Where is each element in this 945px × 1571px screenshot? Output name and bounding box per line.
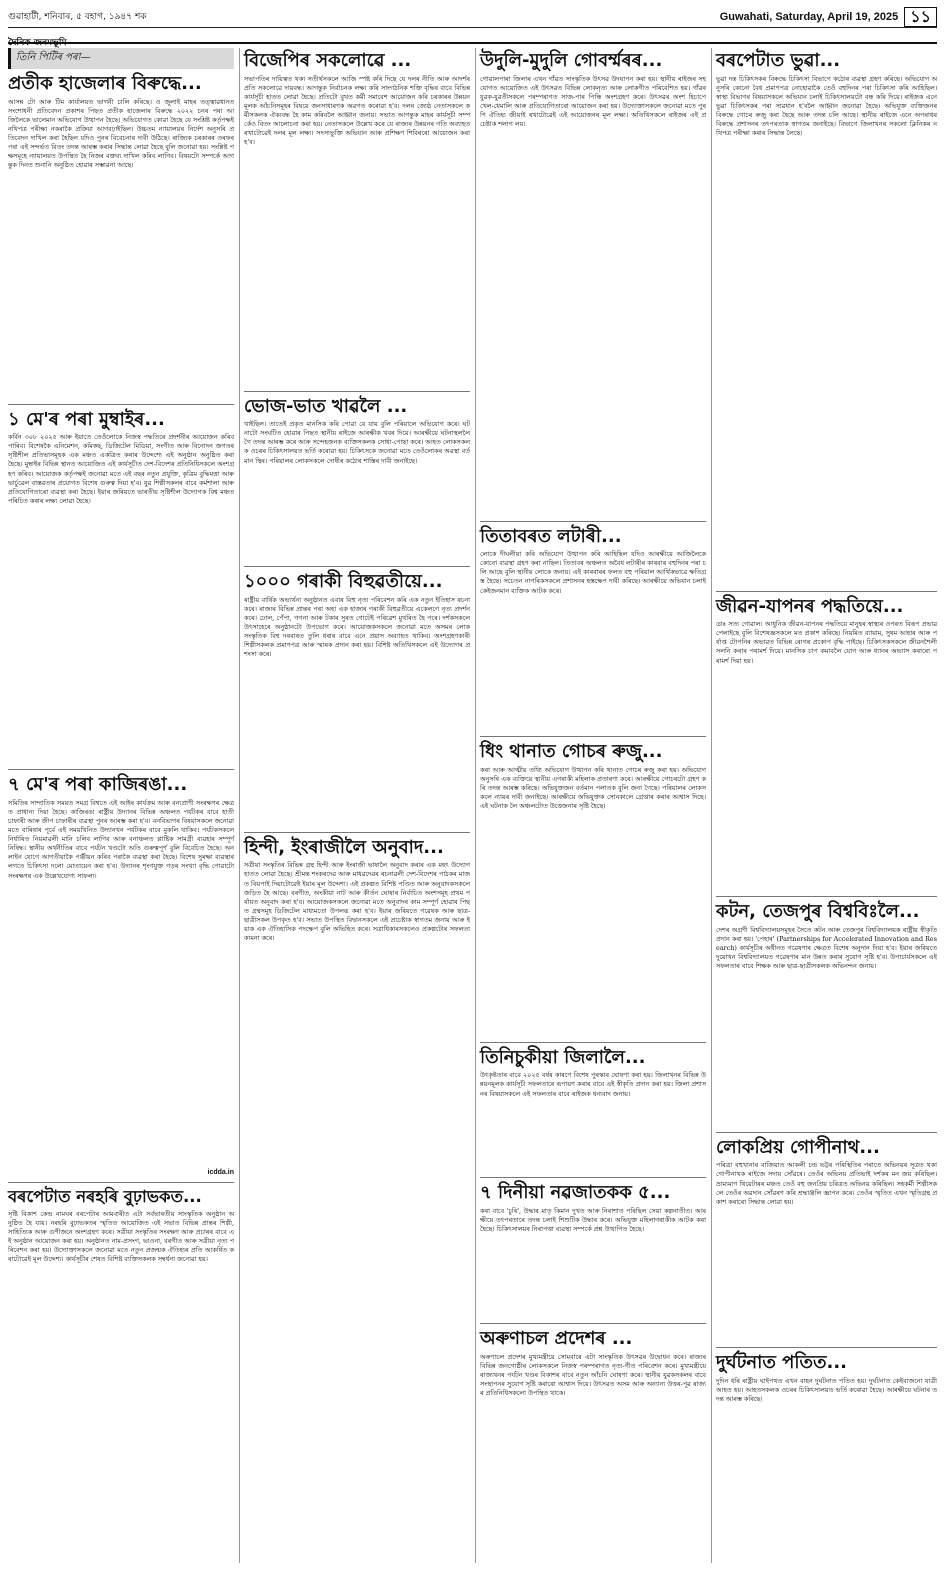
article-headline: অৰুণাচল প্ৰদেশৰ ... [480,1327,633,1349]
article-uduli-muduli [480,50,709,515]
column-divider [475,48,476,1563]
article-body: অৰুণাচল প্ৰদেশৰ মুখ্যমন্ত্ৰীয়ে সোমবাৰে এটা সাংস্কৃতিক উৎসৱৰ উদ্বোধন কৰে। ৰাজ্যৰ বিভিন্ন জনগোষ্ঠীৰ লোকসকলে নিজস্ব পৰম্পৰাগত নৃত্য-গীত পৰিবেশন কৰে। মুখ্যমন্ত্ৰীয়ে ৰাজ্যখনৰ পৰ্যটন খণ্ডৰ বিকাশৰ বাবে নতুন আঁচনি ঘোষণা কৰে। স্থানীয় যুৱকসকলৰ বাবে সংস্থাপনৰ সুযোগ সৃষ্টি কৰাৰো আশ্বাস দিয়ে। উৎসৱত অসম আৰু অন্যান্য উত্তৰ-পূৱ ৰাজ্যৰ প্ৰতিনিধিসকলো উপস্থিত থাকে। [480,1352,709,1397]
article-cotton-tezpur [716,901,940,1126]
article-headline: ৭ মে'ৰ পৰা কাজিৰঙা... [8,774,188,796]
article-body: উৎকৃষ্টতাৰ বাবে ২০২৫ বৰ্ষৰ কাৰণে বিশেষ পুৰস্কাৰ ঘোষণা কৰা হয়। জিলাখনৰ বিভিন্ন উন্নয়নমূলক কাৰ্যসূচী সফলতাৰে ৰূপায়ণ কৰাৰ বাবে এই স্বীকৃতি প্ৰদান কৰা হয়। জিলা প্ৰশাসনৰ বিষয়াসকলে এই সফলতাৰ বাবে ৰাইজক ধন্যবাদ জনায়। [480,1071,706,1098]
article-body: লোকে দীঘলীয়া কৰি অভিযোগ উত্থাপন কৰি আহিছিল যদিও আৰক্ষীয়ে আজিলৈকে কোনো ব্যৱস্থা গ্ৰহণ কৰা নাছিল। তিতাবৰ অঞ্চলত অবৈধ লটাৰীৰ কাৰবাৰ বহুদিনৰ পৰা চলি আছে বুলি স্থানীয় লোকে জনায়। এই কাৰবাৰৰ ফলত বহু পৰিয়াল আৰ্থিকভাৱে ক্ষতিগ্ৰস্ত হৈছে। সচেতন নাগৰিকসকলে প্ৰশাসনৰ হস্তক্ষেপ দাবী কৰিছে। আৰক্ষীয়ে অভিযান চলাই কেইজনমান ব্যক্তিক আটক কৰে। [480,550,709,595]
date-english: Guwahati, Saturday, April 19, 2025 [719,10,899,23]
article-mumbai [8,408,237,764]
article-body: খাইছিল। তাতেই প্ৰকৃত মানসিক কৰি পোৱা যে যায় বুলি পৰিয়ালে অভিযোগ কৰে। ঘটনাটো সংঘটিত হোৱাৰ পিছত স্থানীয় ৰাইজে আৰক্ষীক খবৰ দিয়ে। আৰক্ষীয়ে ঘটনাস্থললৈ গৈ তদন্ত আৰম্ভ কৰে আৰু সন্দেহজনক ব্যক্তিসকলক সোধা-পোছা কৰে। আহত লোকসকলক ওচৰৰ চিকিৎসালয়ত ভৰ্তি কৰোৱা হয়। চিকিৎসকে জনোৱা মতে তেওঁলোকৰ অৱস্থা বৰ্তমান স্থিৰ। পৰিয়ালৰ লোকসকলে দোষীৰ কঠোৰ শাস্তিৰ দাবী জনাইছে। [244,420,473,465]
newspaper-page [8,48,940,1563]
article-headline: ১ মে'ৰ পৰা মুম্বাইৰ... [8,408,165,430]
article-headline: ৭ দিনীয়া নৱজাতকক ৫... [480,1182,671,1204]
article-body: ৰাষ্ট্ৰীয় বাৰ্ষিক অভ্যৰ্থনা অনুষ্ঠানত এবাৰ বিহু নৃত্য পৰিবেশন কৰি এক নতুন ইতিহাস ৰচনা কৰে। ৰাজ্যৰ বিভিন্ন প্ৰান্তৰ পৰা অহা এক হাজাৰ গৰাকী বিহুৱতীয়ে একেলগে নৃত্য প্ৰদৰ্শন কৰে। ঢোল, পেঁপা, গগনা আৰু টকাৰ সুৰত গোটেই পৰিৱেশ মুখৰিত হৈ পৰে। দৰ্শকসকলে উৎসাহেৰে অনুষ্ঠানটো উপভোগ কৰে। আয়োজকসকলে জনোৱা মতে অসমৰ লোকসংস্কৃতিক বিশ্ব দৰবাৰত তুলি ধৰাৰ বাবে এনে প্ৰয়াস অব্যাহত থাকিব। অংশগ্ৰহণকাৰী শিল্পীসকলক প্ৰমাণপত্ৰ আৰু স্মাৰক প্ৰদান কৰা হয়। বিশিষ্ট অতিথিসকলে এই উদ্যোগৰ প্ৰশংসা কৰে। [244,595,473,659]
article-barpeta-fake [716,50,940,585]
article-arunachal [480,1327,709,1513]
page-number: ১১ [904,7,937,27]
article-headline: তিতাবৰত লটাৰী... [480,525,622,547]
article-headline: বৰপেটাত নৰহৰি বুঢ়াভকত... [8,1186,202,1206]
article-headline: ধিং থানাত গোচৰ ৰুজু... [480,741,663,763]
article-bihuwoti [244,571,473,826]
article-headline: কটন, তেজপুৰ বিশ্ববিঃলৈ... [716,901,920,923]
article-headline: বৰপেটাত ভুৱা... [716,50,841,71]
article-body: কৰা বাবে 'চুৰি', উদ্ধাৰ মাতৃ কিমান দুখত আৰু নিৰাশাত পৰিছিল সেয়া কল্পনাতীত। আৰক্ষীয়ে তৎপৰতাৰে তদন্ত চলাই শিশুটিক উদ্ধাৰ কৰে। অভিযুক্ত মহিলাগৰাকীক আটক কৰা হৈছে। চিকিৎসালয়ৰ নিৰাপত্তা ব্যৱস্থা সম্পৰ্কে প্ৰশ্ন উত্থাপিত হৈছে। [480,1206,709,1234]
article-body: ভুৱা দন্ত চিকিৎসকৰ বিৰুদ্ধে চিকিৎসা বিভাগে কঠোৰ ব্যৱস্থা গ্ৰহণ কৰিছে। অভিযোগ অনুসৰি কোনো বৈধ প্ৰমাণপত্ৰ নোহোৱাকৈ তেওঁ বহুদিনৰ পৰা চিকিৎসা কৰি আহিছিল। স্বাস্থ্য বিভাগৰ বিষয়াসকলে অভিযান চলাই চিকিৎসালয়টো বন্ধ কৰি দিয়ে। ৰাইজক এনে ভুৱা চিকিৎসকৰ পৰা সাৱধান হ'বলৈ আহ্বান জনোৱা হৈছে। অভিযুক্ত ব্যক্তিজনৰ বিৰুদ্ধে গোচৰ ৰুজু কৰা হৈছে আৰু তদন্ত চলি আছে। স্থানীয় ৰাইজে এনে অপৰাধৰ বিৰুদ্ধে প্ৰশাসনৰ তৎপৰতাক স্বাগতম জনাইছে। বিভাগে জিলাখনৰ সকলো ক্লিনিকৰ নথিপত্ৰ পৰীক্ষা কৰাৰ সিদ্ধান্ত লৈছে। [716,74,940,138]
column-divider [239,48,240,1563]
article-body: সমিতিৰ সাম্প্ৰতিক সময়ত সমগ্ৰ বিশ্বতে এই আইৰ কাৰ্যক্ৰম আৰু বন্যপ্ৰাণী সংৰক্ষণৰ ক্ষেত্ৰত প্ৰাধান্য দিয়া হৈছে। কাজিৰঙা ৰাষ্ট্ৰীয় উদ্যানৰ বিভিন্ন অঞ্চলত পৰ্যটকৰ বাবে হাতী চাফাৰী আৰু জীপ চাফাৰীৰ ব্যৱস্থা পুনৰ আৰম্ভ কৰা হ'ব। বনবিভাগৰ বিষয়াসকলে জনোৱা মতে বাৰিষাৰ পূৰ্বে এই সময়খিনিত উদ্যানখন পৰ্যটকৰ বাবে মুকলি থাকিব। পৰ্যটকসকলে নিৰ্ধাৰিত নিয়মাৱলী মানি চলিব লাগিব আৰু বনাঞ্চলত প্লাষ্টিক সামগ্ৰী ব্যৱহাৰ সম্পূৰ্ণ নিষিদ্ধ। স্থানীয় অৰ্থনীতিৰ বাবে পৰ্যটন খণ্ডটো অতি গুৰুত্বপূৰ্ণ বুলি বিবেচিত হৈছে। অনলাইন যোগে আগতীয়াকৈ পঞ্জীয়ন কৰিব পৰাকৈ ব্যৱস্থা কৰা হৈছে। বিশেষ সুৰক্ষা ব্যৱস্থাৰ লগতে চিকিৎসা দলো মোতায়েন কৰা হ'ব। উদ্যানৰ শৃংগযুক্ত গড়ৰ সংখ্যা বৃদ্ধি পোৱাটো সংৰক্ষণৰ এক উল্লেখযোগ্য সাফল্য। [8,798,237,880]
article-headline: ১০০০ গৰাকী বিহুৱতীয়ে... [244,571,443,593]
article-translation [244,836,473,1562]
article-body: দুদিন ধৰি ৰাষ্ট্ৰীয় ঘাইপথত এখন বাহন দুৰ্ঘটনাত পতিত হয়। দুৰ্ঘটনাত কেইবাজনো যাত্ৰী আহত হয়। আহতসকলক ওচৰৰ চিকিৎসালয়ত ভৰ্তি কৰোৱা হৈছে। আৰক্ষীয়ে ঘটনাৰ তদন্ত আৰম্ভ কৰিছে। [716,1376,940,1404]
article-barpeta-narahari [8,1186,237,1540]
article-body: ডাঃ সত্য গোৱাল। আধুনিক জীৱন-যাপনৰ পদ্ধতিয়ে মানুহৰ স্বাস্থ্যৰ ওপৰত বিৰূপ প্ৰভাৱ পেলাইছে বুলি বিশেষজ্ঞসকলে মত প্ৰকাশ কৰিছে। নিয়মিত ব্যায়াম, সুষম আহাৰ আৰু পৰ্যাপ্ত টোপনিৰ অভাৱত বিভিন্ন ৰোগৰ প্ৰকোপ বৃদ্ধি পাইছে। চিকিৎসকসকলে জীৱনশৈলী সলনি কৰাৰ পৰামৰ্শ দিয়ে। মানসিক চাপ কমাবলৈ যোগ আৰু ধ্যানৰ অভ্যাস কৰাৰো পৰামৰ্শ দিয়া হয়। [716,620,940,665]
article-body: আসন্ন টো আৰু টিম কাৰ্যালয়ত ভাগনী চালি কৰিছে। ও জুলাই মাহৰ তত্ত্বাৱধানত সংশোধনী প্ৰতিবেদন প্ৰকাশৰ পিছত প্ৰতীক হাজেলাৰ বিৰুদ্ধে ২০২২ চনৰ পৰা আজিলৈকে ভালেমান অভিযোগ উত্থাপন হৈছে। অভিযোগত কোৱা হৈছে যে সংশ্লিষ্ট কৰ্তৃপক্ষই নথিপত্ৰ পৰীক্ষা নকৰাকৈ প্ৰক্ৰিয়া আগবঢ়াইছিল। উচ্চতম ন্যায়ালয়ৰ নিৰ্দেশ অনুসৰি প্ৰতিবেদন দাখিল কৰা হৈছিল যদিও পুনৰ বিবেচনাৰ দাবী উঠিছে। ৰাজ্যিক চৰকাৰৰ তৰফৰ পৰা এই সন্দৰ্ভত বিতং তদন্ত আৰম্ভ কৰাৰ সিদ্ধান্ত লোৱা হৈছে বুলি জনোৱা হয়। সংশ্লিষ্ট পক্ষসমূহে ন্যায়ালয়ত উপস্থিত হৈ নিজৰ বক্তব্য দাখিল কৰিব লাগিব। বিষয়টো সম্পৰ্কে আগন্তুক দিনত শুনানি অনুষ্ঠিত হোৱাৰ সম্ভাৱনা আছে। [8,97,237,170]
article-byline: icdda.in [207,1168,234,1176]
column-2 [244,48,473,1563]
article-bjp [244,50,473,385]
article-headline: দুৰ্ঘটনাত পতিত... [716,1352,848,1374]
article-tinsukia [480,1047,706,1172]
article-kaziranga [8,774,237,1176]
article-headline: তিনিচুকীয়া জিলালৈ... [480,1046,646,1068]
article-titabar-lottery [480,525,709,731]
article-body: সত্ৰীয়া সংস্কৃতিৰ বিভিন্ন গ্ৰন্থ হিন্দী আৰু ইংৰাজী ভাষালৈ অনুবাদ কৰাৰ এক মহৎ উদ্যোগ হাতত লোৱা হৈছে। শ্ৰীমন্ত শংকৰদেৱ আৰু মাধৱদেৱৰ ৰচনাৱলী দেশ-বিদেশৰ পাঠকৰ মাজত বিয়পাই দিয়াটোৱেই ইয়াৰ মূল উদ্দেশ্য। এই প্ৰকল্পত বিশিষ্ট পণ্ডিত আৰু অনুবাদকসকলে জড়িত হৈ আছে। বৰগীত, অংকীয়া নাট আৰু কীৰ্তন ঘোষাৰ নিৰ্বাচিত অংশসমূহ প্ৰথম পৰ্যায়ত অনুবাদ কৰা হ'ব। আয়োজকসকলে জনোৱা মতে অনুবাদৰ কাম সম্পূৰ্ণ হোৱাৰ পিছত গ্ৰন্থসমূহ ডিজিটেল মাধ্যমতো উপলব্ধ কৰা হ'ব। ইয়াৰ জৰিয়তে গৱেষক আৰু ছাত্ৰ-ছাত্ৰীসকল উপকৃত হ'ব। সভাত উপস্থিত বিদ্বানসকলে এই প্ৰচেষ্টাক স্বাগতম জনায় আৰু ইয়াক এক ঐতিহাসিক পদক্ষেপ বুলি অভিহিত কৰে। সত্ৰাধিকাৰসকলেও প্ৰকল্পটোৰ সফলতা কামনা কৰে। [244,861,473,943]
article-newborn [480,1182,709,1317]
article-lifestyle [716,595,940,891]
section-label: তিনি পিটিৰ পৰা— [8,48,234,69]
date-assamese: গুৱাহাটী, শনিবাৰ, ৫ বহাগ, ১৯৪৭ শক [8,12,147,22]
column-4 [716,48,940,1563]
article-gopinath [716,1136,940,1342]
article-body: গোৱালপাৰা জিলাৰ এখন গাঁৱত সাংস্কৃতিক উৎসৱ উদযাপন কৰা হয়। স্থানীয় ৰাইজৰ সহযোগত আয়োজিত এই উৎসৱত বিভিন্ন লোকনৃত্য আৰু লোকগীত পৰিবেশিত হয়। গাঁৱৰ যুৱক-যুৱতীসকলে পৰম্পৰাগত সাজ-পাৰ পিন্ধি অংশগ্ৰহণ কৰে। উৎসৱৰ অংশ হিচাপে খেল-ধেমালি আৰু প্ৰতিযোগিতাৰো আয়োজন কৰা হয়। উদ্যোক্তাসকলে জনোৱা মতে পুৰণি ঐতিহ্য জীয়াই ৰখাটোৱেই এই আয়োজনৰ মূল লক্ষ্য। অতিথিসকলে ৰাইজৰ এই প্ৰচেষ্টাক শলাগ লয়। [480,74,709,129]
column-3 [480,48,709,1563]
article-dhing-thana [480,741,709,1036]
masthead-title: দৈনিক জনমভূমি [8,38,67,48]
article-headline: হিন্দী, ইংৰাজীলৈ অনুবাদ... [244,836,444,858]
article-headline: প্ৰতীক হাজেলাৰ বিৰুদ্ধে... [8,73,202,94]
article-body: পৰিত্ৰা বহুখানাৰ বাজিয়াত আকলী চন্দ্ৰ ভট্টৰ পৰিস্থিতিৰ পৰাতে অভিনয়ৰ সূত্ৰত থকা গোপীনাথক ৰাইজে সদায় সোঁৱৰে। তেওঁৰ অভিনয় প্ৰতিভাই দৰ্শকৰ মন জয় কৰিছিল। ভ্ৰাম্যমাণ থিয়েটাৰৰ মঞ্চত তেওঁ বহু জনপ্ৰিয় চৰিত্ৰত অভিনয় কৰিছিল। সহকৰ্মী শিল্পীসকলে তেওঁৰ অৱদান সোঁৱৰণ কৰি শ্ৰদ্ধাঞ্জলি জ্ঞাপন কৰে। তেওঁৰ স্মৃতিত এখন স্মৃতিগ্ৰন্থ প্ৰকাশ কৰাৰো সিদ্ধান্ত লোৱা হয়। [716,1161,940,1206]
article-pratik-hajela [8,73,237,398]
article-body: দেশৰ অগ্ৰণী বিশ্ববিদ্যালয়সমূহৰ সৈতে কটন আৰু তেজপুৰ বিশ্ববিদ্যালয়ক ৰাষ্ট্ৰীয় স্বীকৃতি প্ৰদান কৰা হয়। 'পেহাৰ' (Partnerships for Accelerated Innovation and Research) কাৰ্যসূচীৰ অধীনত গৱেষণাৰ ক্ষেত্ৰত বিশেষ অনুদান দিয়া হ'ব। ইয়াৰ জৰিয়তে দুয়োখন বিশ্ববিদ্যালয়ত গৱেষণাৰ মান উন্নত কৰাৰ সুযোগ সৃষ্টি হ'ব। উপাচাৰ্যসকলে এই সফলতাৰ বাবে শিক্ষক আৰু ছাত্ৰ-ছাত্ৰীসকলক অভিনন্দন জনায়। [716,925,940,971]
article-body: সভাপতিৰ দায়িত্বত থকা সতীৰ্থসকলে আজি স্পষ্ট কৰি দিছে যে দলৰ নীতি আৰু আদৰ্শৰ প্ৰতি সকলোৱে দায়বদ্ধ। আগন্তুক নিৰ্বাচনক লক্ষ্য কৰি সাংগঠনিক শক্তি বৃদ্ধিৰ বাবে বিভিন্ন কাৰ্যসূচী হাতত লোৱা হৈছে। প্ৰতিটো বুথত কৰ্মী সমাবেশ আয়োজন কৰি চৰকাৰৰ উন্নয়নমূলক আঁচনিসমূহৰ বিষয়ে জনসাধাৰণক অৱগত কৰোৱা হ'ব। দলৰ জ্যেষ্ঠ নেতাসকলে কৰ্মীসকলক ঐক্যবদ্ধ হৈ কাম কৰিবলৈ আহ্বান জনায়। সভাত আগন্তুক মাহৰ কাৰ্যসূচী সম্পৰ্কেও বিতং আলোচনা কৰা হয়। নেতাসকলে উল্লেখ কৰে যে ৰাজ্যৰ উন্নয়নৰ গতি অব্যাহত ৰখাটোৱেই দলৰ মূল লক্ষ্য। সদস্যভুক্তি অভিযান আৰু প্ৰশিক্ষণ শিবিৰৰো আয়োজন কৰা হ'ব। [244,74,473,147]
header-right [720,7,937,27]
article-headline: লোকপ্ৰিয় গোপীনাথ... [716,1136,880,1158]
article-accident [716,1352,940,1467]
article-bhoj-bhat [244,395,473,561]
article-headline: বিজেপিৰ সকলোৱে ... [244,50,412,71]
masthead [8,30,937,48]
article-body: কৰ্বিন ৩০৮ ২০২৫ আৰু ইয়াতে তেওঁলোকে নিজস্ব পদ্ধতিৰে প্ৰদৰ্শনীৰ আয়োজন কৰিব পাৰিব। বিশেষকৈ এনিমেশন, কমিকছ, ডিজিটেল মিডিয়া, সংগীত আৰু বিনোদন জগতৰ সৃষ্টিশীল প্ৰতিভাসমূহক এক মঞ্চত একত্ৰিত কৰাৰ উদ্দেশ্যে এই অনুষ্ঠান অনুষ্ঠিত কৰা হৈছে। মুম্বাইৰ বিভিন্ন স্থানত আয়োজিত এই কাৰ্যসূচীত দেশ-বিদেশৰ প্ৰতিনিধিসকলে অংশগ্ৰহণ কৰিব। আয়োজক কৰ্তৃপক্ষই জনোৱা মতে এই বছৰ নতুন প্ৰযুক্তি, কৃত্ৰিম বুদ্ধিমত্তা আৰু ভাৰ্চুৱেল বাস্তৱতাৰ প্ৰয়োগত বিশেষ গুৰুত্ব দিয়া হ'ব। যুৱ শিল্পীসকলৰ বাবে কৰ্মশালা আৰু প্ৰতিযোগিতাৰো ব্যৱস্থা কৰা হৈছে। ইয়াৰ জৰিয়তে ভাৰতীয় সৃষ্টিশীল উদ্যোগক বিশ্ব মঞ্চত পৰিচিত কৰাৰ লক্ষ্য লোৱা হৈছে। [8,433,237,505]
article-body: সৃষ্টি বিকাশ কেন্দ্ৰ নামঘৰ বৰপেটাৰ আমবাৰীত এটা সৰ্বভাৰতীয় সাংস্কৃতিক অনুষ্ঠান অনুষ্ঠিত হৈ যায়। নৰহৰি বুঢ়াভকতৰ স্মৃতিত আয়োজিত এই সভাত বিভিন্ন প্ৰান্তৰ শিল্পী, সাহিত্যিক আৰু গুণীজনে অংশগ্ৰহণ কৰে। সত্ৰীয়া সংস্কৃতিৰ সংৰক্ষণ আৰু প্ৰচাৰৰ বাবে এই অনুষ্ঠান আয়োজন কৰা হয়। অনুষ্ঠানত নাম-প্ৰসংগ, ভাওনা, বৰগীত আৰু সত্ৰীয়া নৃত্য পৰিবেশন কৰা হয়। উদ্যোক্তাসকলে জনোৱা মতে নতুন প্ৰজন্মক ঐতিহ্যৰ প্ৰতি আকৰ্ষিত কৰাটোৱেই মূল উদ্দেশ্য। কাৰ্যসূচীৰ শেষত বিশিষ্ট ব্যক্তিসকলক সম্বৰ্ধনা জনোৱা হয়। [8,1209,237,1264]
page-header [8,6,937,28]
article-headline: জীৱন-যাপনৰ পদ্ধতিয়ে... [716,595,904,617]
article-headline: উদুলি-মুদুলি গোবৰ্ম্মৰৰ... [480,50,663,71]
article-headline: ভোজ-ভাত খাৱলৈ ... [244,395,408,417]
column-1 [8,48,237,1563]
column-divider [711,48,712,1563]
article-body: কৰা আৰু আত্মীয় তথ্যি অভিযোগ উত্থাপন কৰি থানাত গোচৰ ৰুজু কৰা হয়। অভিযোগ অনুসৰি এক ব্যক্তিয়ে স্থানীয় এগৰাকী মহিলাক প্ৰতাৰণা কৰে। আৰক্ষীয়ে গোচৰটো গ্ৰহণ কৰি তদন্ত আৰম্ভ কৰিছে। অভিযুক্তজন বৰ্তমান পলাতক বুলি জনা গৈছে। পৰিয়ালৰ লোকসকলে ন্যায়ৰ দাবী জনাইছে। আৰক্ষীয়ে অভিযুক্তক সোনকালে গ্ৰেপ্তাৰ কৰাৰ আশ্বাস দিছে। এই ঘটনাক লৈ অঞ্চলটোত উত্তেজনাৰ সৃষ্টি হৈছে। [480,765,709,811]
